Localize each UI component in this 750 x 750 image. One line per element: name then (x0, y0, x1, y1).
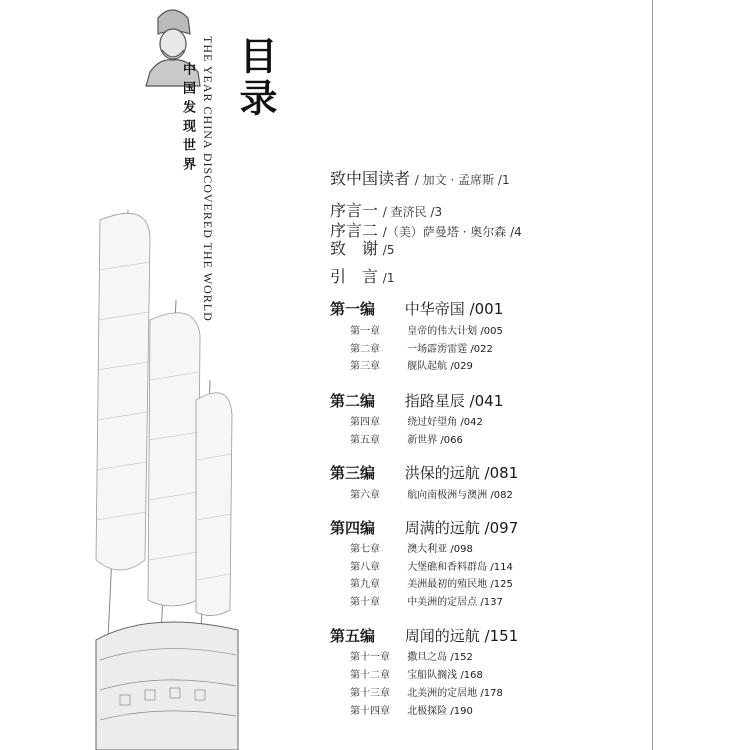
part-label: 第一编 (330, 300, 376, 318)
chapter-title: 皇帝的伟大计划 /005 (407, 326, 503, 337)
toc-part[interactable] (330, 517, 518, 538)
toc-part[interactable] (330, 625, 518, 646)
chapter-label: 第六章 (350, 490, 380, 501)
part-label: 第三编 (330, 464, 376, 482)
chapter-title: 中美洲的定居点 /137 (407, 597, 503, 608)
chapter-label: 第九章 (350, 579, 380, 590)
toc-chapter[interactable] (350, 340, 493, 355)
junk-ship-illustration (90, 0, 240, 750)
part-label: 第四编 (330, 519, 376, 537)
toc-front-item[interactable] (330, 166, 510, 189)
toc-front-label: 致 谢 (330, 239, 379, 258)
chapter-label: 第八章 (350, 562, 380, 573)
toc-chapter[interactable] (350, 413, 483, 428)
toc-part[interactable] (330, 390, 503, 411)
toc-front-page: /1 (382, 271, 395, 285)
vertical-book-title: 中国发现世界 (180, 62, 195, 176)
toc-front-page: / 加文 · 孟席斯 /1 (414, 173, 510, 187)
chapter-label: 第一章 (350, 326, 380, 337)
toc-chapter[interactable] (350, 648, 473, 663)
toc-chapter[interactable] (350, 357, 473, 372)
chapter-label: 第三章 (350, 361, 380, 372)
chapter-label: 第七章 (350, 544, 380, 555)
toc-chapter[interactable] (350, 575, 513, 590)
chapter-title: 澳大利亚 /098 (407, 544, 473, 555)
toc-front-item[interactable] (330, 236, 394, 259)
chapter-title: 新世界 /066 (407, 435, 463, 446)
part-label: 第二编 (330, 392, 376, 410)
chapter-label: 第四章 (350, 417, 380, 428)
chapter-label: 第十章 (350, 597, 380, 608)
part-label: 第五编 (330, 627, 376, 645)
chapter-label: 第十三章 (350, 688, 390, 699)
part-title: 指路星辰 /041 (404, 392, 504, 410)
toc-front-page: /（美）萨曼塔 · 奥尔森 /4 (382, 225, 522, 239)
toc-chapter[interactable] (350, 666, 483, 681)
toc-front-label: 致中国读者 (330, 169, 411, 188)
toc-chapter[interactable] (350, 322, 503, 337)
chapter-label: 第十二章 (350, 670, 390, 681)
chapter-title: 美洲最初的殖民地 /125 (407, 579, 513, 590)
toc-front-page: / 查济民 /3 (382, 205, 443, 219)
vertical-english-subtitle: THE YEAR CHINA DISCOVERED THE WORLD (201, 36, 215, 322)
part-title: 中华帝国 /001 (404, 300, 504, 318)
part-title: 周满的远航 /097 (404, 519, 519, 537)
chapter-label: 第十四章 (350, 706, 390, 717)
toc-front-page: /5 (382, 243, 395, 257)
chapter-title: 北美洲的定居地 /178 (407, 688, 503, 699)
chapter-title: 舰队起航 /029 (407, 361, 473, 372)
toc-front-item[interactable] (330, 264, 394, 287)
contents-heading: 目录 (233, 36, 278, 120)
toc-chapter[interactable] (350, 431, 463, 446)
chapter-title: 宝船队搁浅 /168 (407, 670, 483, 681)
chapter-title: 撒旦之岛 /152 (407, 652, 473, 663)
chapter-title: 大堡礁和香料群岛 /114 (407, 562, 513, 573)
toc-part[interactable] (330, 298, 503, 319)
toc-chapter[interactable] (350, 593, 503, 608)
toc-chapter[interactable] (350, 486, 513, 501)
page-edge-line (652, 0, 653, 750)
part-title: 周闻的远航 /151 (404, 627, 519, 645)
chapter-title: 北极探险 /190 (407, 706, 473, 717)
toc-part[interactable] (330, 462, 518, 483)
toc-chapter[interactable] (350, 702, 473, 717)
chapter-title: 航向南极洲与澳洲 /082 (407, 490, 513, 501)
toc-chapter[interactable] (350, 684, 503, 699)
chapter-label: 第十一章 (350, 652, 390, 663)
chapter-label: 第五章 (350, 435, 380, 446)
chapter-title: 一场霹雳雷霆 /022 (407, 344, 493, 355)
chapter-title: 绕过好望角 /042 (407, 417, 483, 428)
toc-front-label: 序言一 (330, 201, 379, 220)
toc-front-label: 引 言 (330, 267, 379, 286)
toc-front-label: 序言二 (330, 221, 379, 240)
part-title: 洪保的远航 /081 (404, 464, 519, 482)
toc-chapter[interactable] (350, 558, 513, 573)
toc-chapter[interactable] (350, 540, 473, 555)
chapter-label: 第二章 (350, 344, 380, 355)
